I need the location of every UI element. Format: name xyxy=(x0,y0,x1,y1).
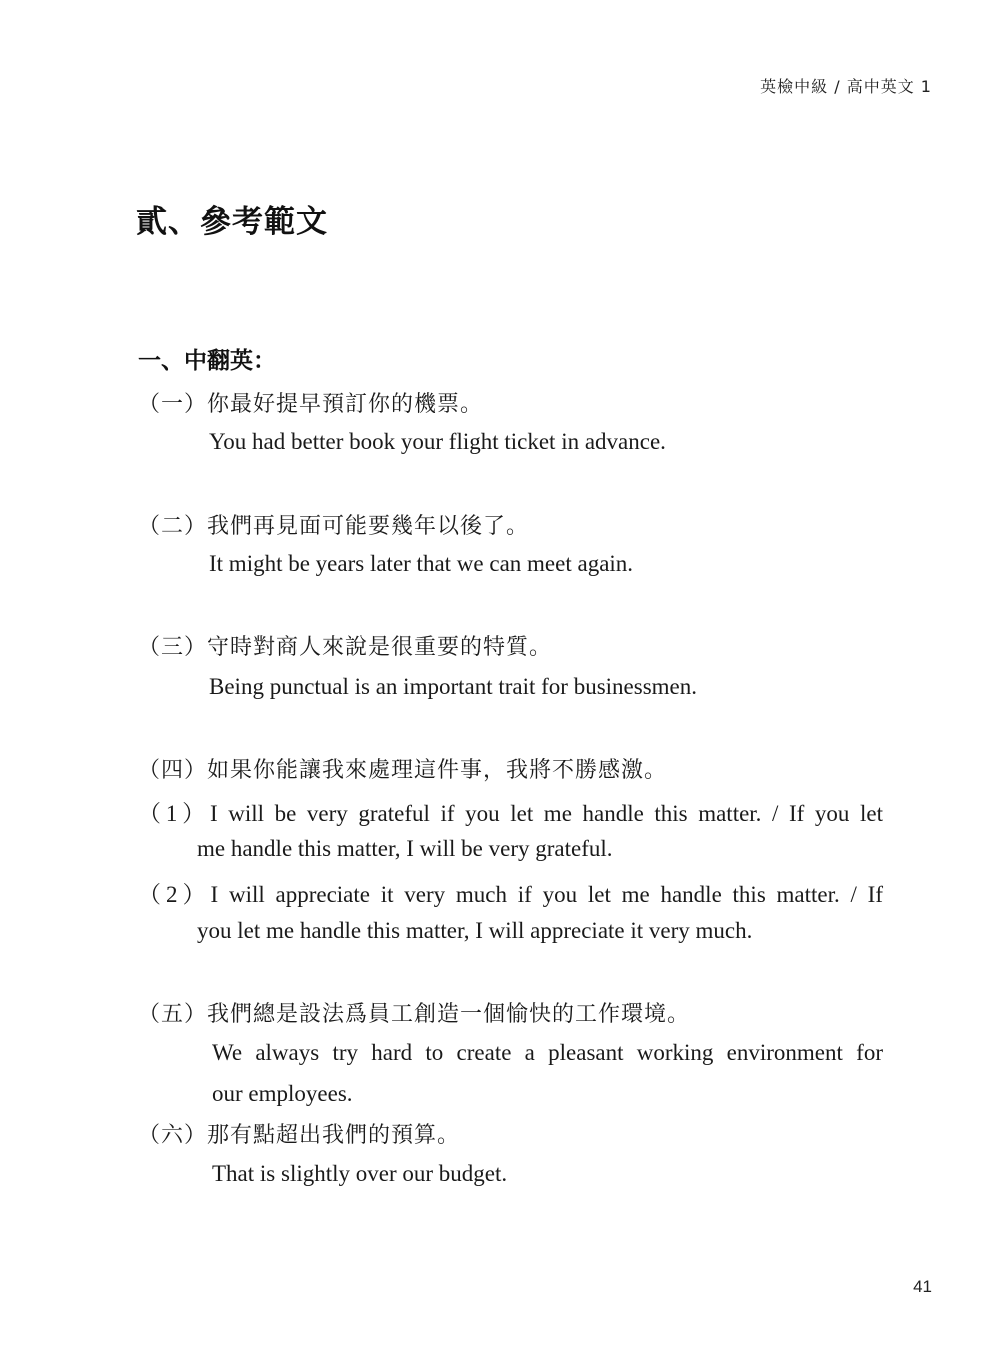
item-4-option-1-line-1: （1）I will be very grateful if you let me handle this matter. / If you let xyxy=(138,801,883,826)
item-4-option-2-line-2: you let me handle this matter, I will appreciate it very much. xyxy=(197,918,753,943)
item-4-option-2-line-1: （2）I will appreciate it very much if you let me handle this matter. / If xyxy=(138,882,883,907)
item-1-chinese: （一）你最好提早預訂你的機票。 xyxy=(138,392,484,417)
item-1-english: You had better book your flight ticket in advance. xyxy=(209,429,666,454)
page-number: 41 xyxy=(913,1277,932,1296)
item-2-chinese: （二）我們再見面可能要幾年以後了。 xyxy=(138,514,530,539)
item-3-chinese: （三）守時對商人來說是很重要的特質。 xyxy=(138,635,553,660)
item-6-chinese: （六）那有點超出我們的預算。 xyxy=(138,1123,461,1148)
item-4-chinese: （四）如果你能讓我來處理這件事，我將不勝感激。 xyxy=(138,758,668,783)
item-5-english-line-1: We always try hard to create a pleasant working environment for xyxy=(212,1040,883,1065)
item-2-english: It might be years later that we can meet again. xyxy=(209,551,634,576)
main-heading: 貳、參考範文 xyxy=(136,204,328,240)
item-3-english: Being punctual is an important trait for businessmen. xyxy=(209,674,698,699)
item-6-english: That is slightly over our budget. xyxy=(212,1161,508,1186)
item-4-option-1-line-2: me handle this matter, I will be very grateful. xyxy=(197,836,613,861)
section-heading: 一、中翻英： xyxy=(138,348,276,374)
item-5-chinese: （五）我們總是設法爲員工創造一個愉快的工作環境。 xyxy=(138,1002,691,1027)
item-5-english-line-2: our employees. xyxy=(212,1081,353,1106)
running-header: 英檢中級 / 高中英文 1 xyxy=(760,77,932,96)
